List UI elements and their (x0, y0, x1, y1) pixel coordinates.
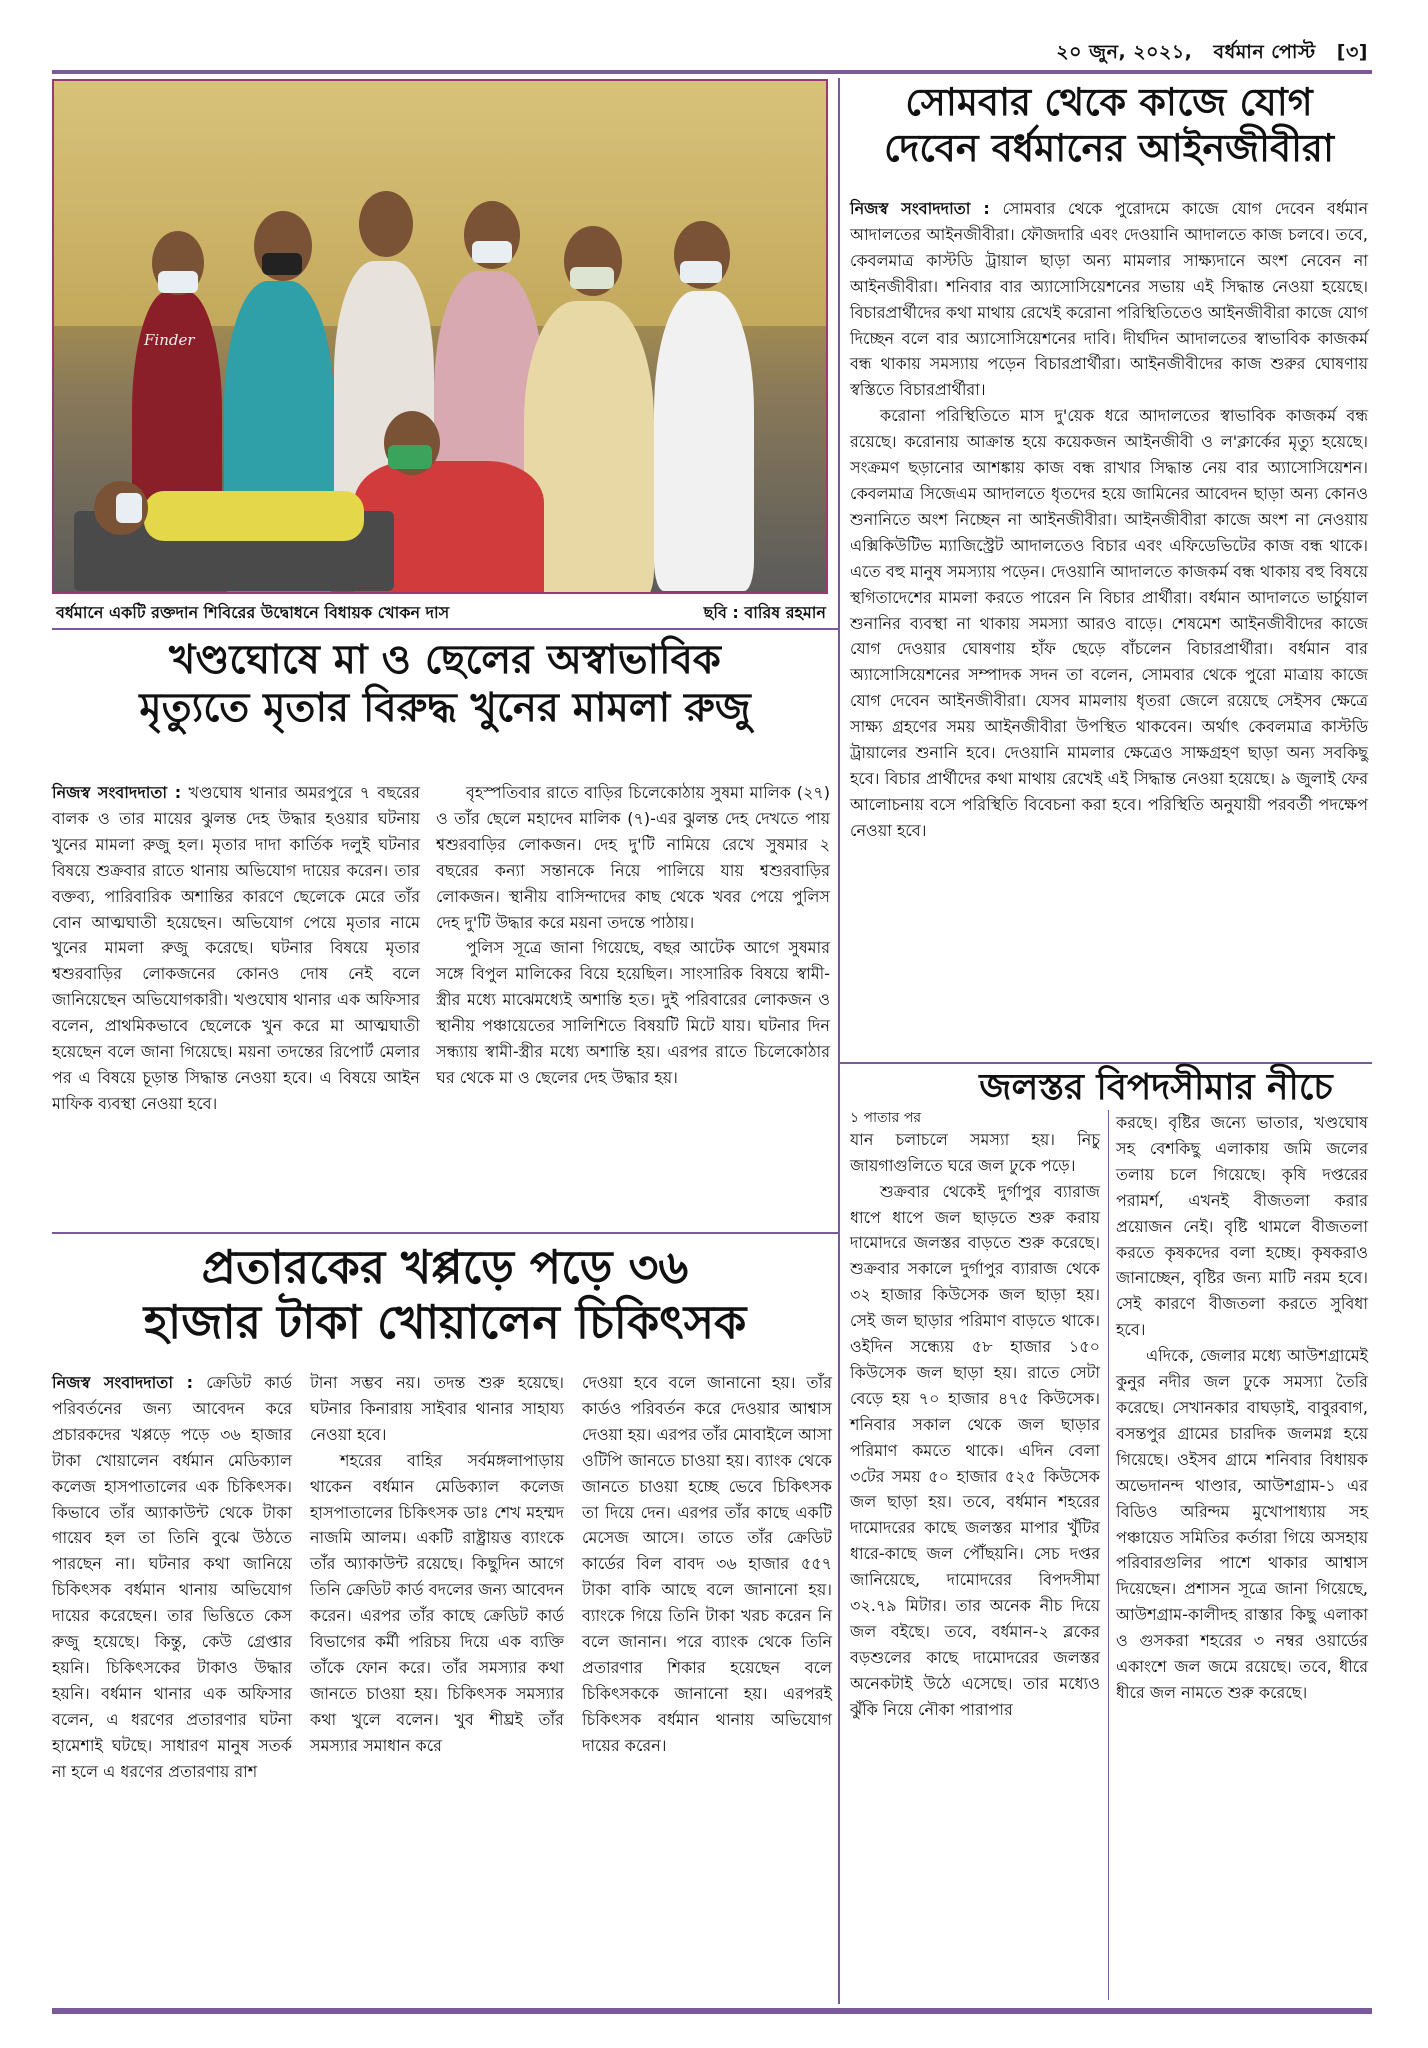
flood-text-3: করছে। বৃষ্টির জন্যে ভাতার, খণ্ডঘোষ সহ বেশকিছু এলাকায় জমি জলের তলায় চলে গিয়েছে। কৃষি দপ্তরের পরামর্শ, এখনই বীজতলা করার প্রয়োজন নেই। বৃষ্টি থামলে বীজতলা করতে কৃষকদের বলা হচ্ছে। কৃষকরাও জানাচ্ছেন, বৃষ্টির জন্য মাটি নরম হবে। সেই কারণে বীজতলা করতে সুবিধা হবে। (1116, 1113, 1368, 1340)
fraud-headline-line1: প্রতারকের খপ্পড়ে পড়ে ৩৬ (201, 1240, 689, 1294)
event-photo (52, 79, 828, 594)
murder-headline-line1: খণ্ডঘোষে মা ও ছেলের অস্বাভাবিক (169, 637, 721, 683)
shirt-print: Finder (144, 331, 195, 349)
murder-text-1: খণ্ডঘোষ থানার অমরপুরে ৭ বছরের বালক ও তার মায়ের ঝুলন্ত দেহ উদ্ধার হওয়ার ঘটনায় খুনের মামলা রুজু হল। মৃতার দাদা কার্তিক দলুই ঘটনার বিষয়ে শুক্রবার রাতে থানায় অভিযোগ দায়ের করেন। তার বক্তব্য, পারিবারিক অশান্তির কারণে ছেলেকে মেরে তাঁর বোন আত্মঘাতী হয়েছেন। অভিযোগ পেয়ে মৃতার নামে খুনের মামলা রুজু করেছে। ঘটনার বিষয়ে মৃতার শ্বশুরবাড়ির লোকজনের কোনও দোষ নেই বলে জানিয়েছেন অভিযোগকারী। খণ্ডঘোষ থানার এক অফিসার বলেন, প্রাথমিকভাবে ছেলেকে খুন করে মা আত্মঘাতী হয়েছেন বলে জানা গিয়েছে। ময়না তদন্তের রিপোর্ট মেলার পর এ বিষয়ে চূড়ান্ত সিদ্ধান্ত নেওয়া হবে। এ বিষয়ে আইন মাফিক ব্যবস্থা নেওয়া হবে। (52, 783, 420, 1113)
murder-headline (52, 636, 838, 732)
lawyers-text-2: করোনা পরিস্থিতিতে মাস দু'য়েক ধরে আদালতের স্বাভাবিক কাজকর্ম বন্ধ রয়েছে। করোনায় আক্রান্ত হয়ে কয়েকজন আইনজীবী ও ল'ক্লার্কের মৃত্যু হয়েছে। সংক্রমণ ছড়ানোর আশঙ্কায় কাজ বন্ধ রাখার সিদ্ধান্ত নেয় বার অ্যাসোসিয়েশন। কেবলমাত্র সিজেএম আদালতে ধৃতদের হয়ে জামিনের আবেদন ছাড়া অন্য কোনও শুনানিতে অংশ নিচ্ছেন না আইনজীবীরা। আইনজীবীরা কাজে অংশ না নেওয়ায় এক্সিকিউটিভ ম্যাজিস্ট্রেট আদালতেও বিচার এবং এফিডেভিটের কাজ বন্ধ থাকে। এতে বহু মানুষ সমস্যায় পড়েন। দেওয়ানি আদালতে কাজকর্ম বন্ধ থাকায় বহু বিষয়ে স্থগিতাদেশের মামলা করতে পারেন নি বিচার প্রার্থীরা। বর্ধমান আদালতে ভার্চুয়াল শুনানির ব্যবস্থা না থাকায় সমস্যা আরও বাড়ে। শেষমেশ আইনজীবীদের কাজে যোগ দেওয়ার ঘোষণায় হাঁফ ছেড়ে বাঁচলেন বিচারপ্রার্থীরা। বর্ধমান বার অ্যাসোসিয়েশনের সম্পাদক সদন তা বলেন, সোমবার থেকে পুরো মাত্রায় কাজে যোগ দেবেন আইনজীবীরা। যেসব মামলায় ধৃতরা জেলে রয়েছে সেইসব ক্ষেত্রে সাক্ষ্য গ্রহণের সময় আইনজীবীরা উপস্থিত থাকবেন। অর্থাৎ কেবলমাত্র কাস্টডি ট্রায়ালের শুনানি হবে। দেওয়ানি মামলার ক্ষেত্রেও সাক্ষগ্রহণ ছাড়া অন্য সবকিছু হবে। বিচার প্রার্থীদের কথা মাথায় রেখেই এই সিদ্ধান্ত নেওয়া হয়েছে। ৯ জুলাই ফের আলোচনায় বসে পরিস্থিতি বিবেচনা করা হবে। পরিস্থিতি অনুযায়ী পরবর্তী পদক্ষেপ নেওয়া হবে। (850, 406, 1368, 840)
page-number: [৩] (1336, 41, 1368, 63)
murder-column-1 (52, 780, 420, 1117)
fraud-text-3: শহরের বাহির সর্বমঙ্গলাপাড়ায় থাকেন বর্ধমান মেডিক্যাল কলেজ হাসপাতালের চিকিৎসক ডাঃ শেখ মহম্মদ নাজমি আলম। একটি রাষ্ট্রায়ত্ত ব্যাংকে তাঁর অ্যাকাউন্ট রয়েছে। কিছুদিন আগে তিনি ক্রেডিট কার্ড বদলের জন্য আবেদন করেন। এরপর তাঁর কাছে ক্রেডিট কার্ড বিভাগের কর্মী পরিচয় দিয়ে এক ব্যক্তি তাঁকে ফোন করে। তাঁর সমস্যার কথা জানতে চাওয়া হয়। চিকিৎসক সমস্যার কথা খুলে বলেন। খুব শীঘ্রই তাঁর সমস্যার সমাধান করে (310, 1450, 564, 1755)
murder-column-2 (436, 780, 830, 1091)
murder-bottom-rule (52, 1232, 838, 1234)
murder-text-3: পুলিস সূত্রে জানা গিয়েছে, বছর আটেক আগে সুষমার সঙ্গে বিপুল মালিকের বিয়ে হয়েছিল। সাংসারিক বিষয়ে স্বামী-স্ত্রীর মধ্যে মাঝেমধ্যেই অশান্তি হত। দুই পরিবারের লোকজন ও স্থানীয় পঞ্চায়েতের সালিশিতে বিষয়টি মিটে যায়। ঘটনার দিন সন্ধ্যায় স্বামী-স্ত্রীর মধ্যে অশান্তি হয়। এরপর রাতে চিলেকোঠার ঘর থেকে মা ও ছেলের দেহ উদ্ধার হয়। (436, 938, 830, 1087)
newspaper-name: বর্ধমান পোস্ট (1213, 41, 1316, 63)
page-footer-rule (52, 2008, 1372, 2014)
flood-text-2: শুক্রবার থেকেই দুর্গাপুর ব্যারাজ ধাপে ধাপে জল ছাড়তে শুরু করায় দামোদরে জলস্তর বাড়তে শুরু করেছে। শুক্রবার সকালে দুর্গাপুর ব্যারাজ থেকে ৩২ হাজার কিউসেক জল ছাড়া হয়। সেই জল ছাড়ার পরিমাণ বাড়তে থাকে। ওইদিন সন্ধ্যেয় ৫৮ হাজার ১৫০ কিউসেক জল ছাড়া হয়। রাতে সেটা বেড়ে হয় ৭০ হাজার ৪৭৫ কিউসেক। শনিবার সকাল থেকে জল ছাড়ার পরিমাণ কমতে থাকে। এদিন বেলা ৩টের সময় ৫০ হাজার ৫২৫ কিউসেক জল ছাড়া হয়। তবে, বর্ধমান শহরের দামোদরের কাছে জলস্তর মাপার খুঁটির ধারে-কাছে জল পৌঁছয়নি। সেচ দপ্তর জানিয়েছে, দামোদরের বিপদসীমা ৩২.৭৯ মিটার। তার অনেক নীচ দিয়ে জল বইছে। তবে, বর্ধমান-২ ব্লকের বড়শুলের কাছে দামোদরের জলস্তর অনেকটাই উঠে এসেছে। তার মধ্যেও ঝুঁকি নিয়ে নৌকা পারাপার (850, 1181, 1100, 1719)
flood-text-1: যান চলাচলে সমস্যা হয়। নিচু জায়গাগুলিতে ঘরে জল ঢুকে পড়ে। (850, 1129, 1100, 1175)
murder-text-2: বৃহস্পতিবার রাতে বাড়ির চিলেকোঠায় সুষমা মালিক (২৭) ও তাঁর ছেলে মহাদেব মালিক (৭)-এর ঝুলন্ত দেহ দেখতে পায় শ্বশুরবাড়ির লোকজন। দেহ দু'টি নামিয়ে রেখে সুষমার ২ বছরের কন্যা সন্তানকে নিয়ে পালিয়ে যায় শ্বশুরবাড়ির লোকজন। স্থানীয় বাসিন্দাদের কাছ থেকে খবর পেয়ে পুলিস দেহ দু'টি উদ্ধার করে ময়না তদন্তে পাঠায়। (436, 783, 830, 932)
lawyers-body (850, 196, 1368, 844)
fraud-column-3 (582, 1370, 832, 1759)
issue-date: ২০ জুন, ২০২১, (1056, 41, 1193, 63)
page-header (1042, 38, 1368, 70)
fraud-text-4: দেওয়া হবে বলে জানানো হয়। তাঁর কার্ডও পরিবর্তন করে দেওয়ার আশ্বাস দেওয়া হয়। এরপর তাঁর মোবাইলে আসা ওটিপি জানতে চাওয়া হয়। ব্যাংক থেকে জানতে চাওয়া হচ্ছে ভেবে চিকিৎসক তা দিয়ে দেন। এরপর তাঁর কাছে একটি মেসেজ আসে। তাতে তাঁর ক্রেডিট কার্ডের বিল বাবদ ৩৬ হাজার ৫৫৭ টাকা বাকি আছে বলে জানানো হয়। ব্যাংকে গিয়ে তিনি টাকা খরচ করেন নি বলে জানান। পরে ব্যাংক থেকে তিনি প্রতারণার শিকার হয়েছেন বলে চিকিৎসককে জানানো হয়। এরপরই চিকিৎসক বর্ধমান থানায় অভিযোগ দায়ের করেন। (582, 1373, 832, 1755)
fraud-byline: নিজস্ব সংবাদদাতা : (52, 1373, 194, 1392)
photo-credit: ছবি : বারিষ রহমান (703, 603, 826, 622)
fraud-column-2 (310, 1370, 564, 1759)
caption-rule (52, 628, 838, 630)
column-divider (838, 78, 840, 2004)
caption-text: বর্ধমানে একটি রক্তদান শিবিরের উদ্বোধনে বিধায়ক খোকন দাস (56, 603, 450, 622)
lawyers-byline: নিজস্ব সংবাদদাতা : (850, 199, 990, 218)
fraud-headline (52, 1240, 838, 1350)
lawyers-headline-line1: সোমবার থেকে কাজে যোগ (905, 80, 1313, 124)
murder-byline: নিজস্ব সংবাদদাতা : (52, 783, 182, 802)
continued-label: ১ পাতার পর (850, 1110, 922, 1126)
lawyers-text-1: সোমবার থেকে পুরোদমে কাজে যোগ দেবেন বর্ধমান আদালতের আইনজীবীরা। ফৌজদারি এবং দেওয়ানি আদালতে কাজ চলবে। তবে, কেবলমাত্র কাস্টডি ট্রায়াল ছাড়া অন্য মামলার সাক্ষ্যদানে অংশ নেবেন না আইনজীবীরা। শনিবার বার অ্যাসোসিয়েশনের সভায় এই সিদ্ধান্ত নেওয়া হয়েছে। বিচারপ্রার্থীদের কথা মাথায় রেখেই করোনা পরিস্থিতিতেও আইনজীবীরা কাজে যোগ দিচ্ছেন বলে বার অ্যাসোসিয়েশনের দাবি। দীর্ঘদিন আদালতের স্বাভাবিক কাজকর্ম বন্ধ থাকায় সমস্যায় পড়েন বিচারপ্রার্থীরা। আইনজীবীদের কাজ শুরুর ঘোষণায় স্বস্তিতে বিচারপ্রার্থীরা। (850, 199, 1368, 400)
fraud-text-2: টানা সম্ভব নয়। তদন্ত শুরু হয়েছে। ঘটনার কিনারায় সাইবার থানার সাহায্য নেওয়া হবে। (310, 1373, 564, 1444)
flood-headline: জলস্তর বিপদসীমার নীচে (979, 1067, 1333, 1108)
lawyers-headline (846, 80, 1372, 171)
flood-column-2 (1116, 1110, 1368, 1706)
flood-column-1 (850, 1110, 1100, 1723)
fraud-text-1: ক্রেডিট কার্ড পরিবর্তনের জন্য আবেদন করে প্রচারকদের খপ্পড়ে পড়ে ৩৬ হাজার টাকা খোয়ালেন বর্ধমান মেডিক্যাল কলেজ হাসপাতালের এক চিকিৎসক। কিভাবে তাঁর অ্যাকাউন্ট থেকে টাকা গায়েব হল তা তিনি বুঝে উঠতে পারছেন না। ঘটনার কথা জানিয়ে চিকিৎসক বর্ধমান থানায় অভিযোগ দায়ের করেছেন। তার ভিত্তিতে কেস রুজু হয়েছে। কিন্তু, কেউ গ্রেপ্তার হয়নি। চিকিৎসকের টাকাও উদ্ধার হয়নি। বর্ধমান থানার এক অফিসার বলেন, এ ধরণের প্রতারণার ঘটনা হামেশাই ঘটছে। সাধারণ মানুষ সতর্ক না হলে এ ধরণের প্রতারণায় রাশ (52, 1373, 292, 1781)
flood-column-divider (1108, 1110, 1109, 2000)
flood-text-4: এদিকে, জেলার মধ্যে আউশগ্রামেই কুনুর নদীর জল ঢুকে সমস্যা তৈরি করেছে। সেখানকার বাঘড়াই, বাবুরবাগ, বসন্তপুর গ্রামের চারদিক জলমগ্ন হয়ে গিয়েছে। ওইসব গ্রামে শনিবার বিধায়ক অভেদানন্দ থাণ্ডার, আউশগ্রাম-১ এর বিডিও অরিন্দম মুখোপাধ্যায় সহ পঞ্চায়েত সমিতির কর্তারা গিয়ে অসহায় পরিবারগুলির পাশে থাকার আশ্বাস দিয়েছেন। প্রশাসন সূত্রে জানা গিয়েছে, আউশগ্রাম-কালীদহ রাস্তার কিছু এলাকা ও গুসকরা শহরের ৩ নম্বর ওয়ার্ডের একাংশে জল জমে রয়েছে। তবে, ধীরে ধীরে জল নামতে শুরু করেছে। (1116, 1346, 1368, 1702)
lawyers-bottom-rule (840, 1062, 1372, 1064)
header-rule (52, 70, 1372, 74)
fraud-headline-line2: হাজার টাকা খোয়ালেন চিকিৎসক (143, 1295, 747, 1350)
photo-caption (56, 600, 826, 627)
murder-headline-line2: মৃত্যুতে মৃতার বিরুদ্ধ খুনের মামলা রুজু (139, 685, 751, 731)
lawyers-headline-line2: দেবেন বর্ধমানের আইনজীবীরা (884, 125, 1334, 170)
fraud-column-1 (52, 1370, 292, 1785)
